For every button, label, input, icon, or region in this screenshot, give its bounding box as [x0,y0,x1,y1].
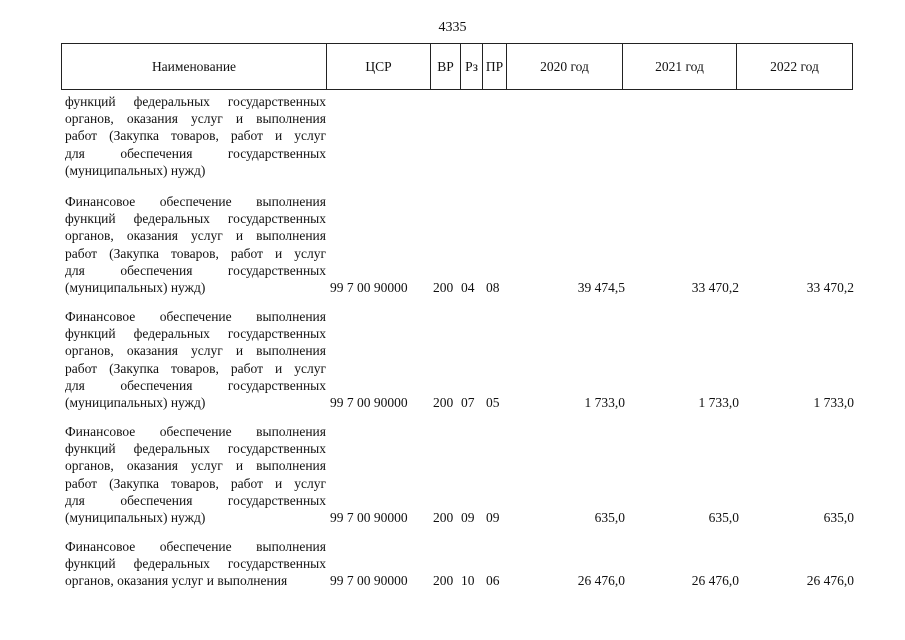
row-name-line: для обеспечения государственных [65,145,326,161]
table-header [61,43,853,90]
row-name-line: функций федеральных государственных [65,441,326,457]
row-name-line: органов, оказания услуг и выполнения [65,573,288,589]
row-name-line: Финансовое обеспечение выполнения [65,424,326,439]
row-name [65,193,326,296]
row-name-line: работ (Закупка товаров, работ и услуг [65,360,326,376]
row-value-2022: 1 733,0 [813,395,854,410]
header-2021: 2021 год [623,44,737,90]
row-vr: 200 [433,395,454,410]
row-name-line: (муниципальных) нужд) [65,510,206,526]
row-value-2022: 33 470,2 [806,280,854,295]
row-value-2020: 1 733,0 [584,395,625,410]
row-value-2021: 1 733,0 [698,395,739,410]
row-csr: 99 7 00 90000 [330,395,408,410]
row-name-line: функций федеральных государственных [65,556,326,572]
row-name-line: функций федеральных государственных [65,211,326,227]
row-csr: 99 7 00 90000 [330,280,408,295]
row-pr: 09 [486,510,500,525]
row-name-line: работ (Закупка товаров, работ и услуг [65,475,326,491]
header-rz: Рз [461,44,483,90]
row-value-2021: 635,0 [708,510,739,525]
row-name-line: органов, оказания услуг и выполнения [65,458,326,474]
row-name-line: (муниципальных) нужд) [65,395,206,411]
row-rz: 10 [461,573,475,589]
row-name-line: функций федеральных государственных [65,326,326,342]
row-name-line: для обеспечения государственных [65,262,326,278]
row-name-line: Финансовое обеспечение выполнения [65,309,326,324]
row-name [65,93,326,179]
header-2022: 2022 год [737,44,853,90]
row-name-line: работ (Закупка товаров, работ и услуг [65,128,326,144]
row-csr: 99 7 00 90000 [330,510,408,525]
row-name-line: функций федеральных государственных [65,94,326,109]
row-value-2022: 635,0 [823,510,854,525]
row-pr: 08 [486,280,500,295]
row-vr: 200 [433,573,454,589]
header-pr: ПР [483,44,507,90]
row-rz: 07 [461,395,475,410]
header-vr: ВР [431,44,461,90]
row-name-line: для обеспечения государственных [65,377,326,393]
row-name-line: органов, оказания услуг и выполнения [65,228,326,244]
row-name [65,538,326,590]
row-pr: 05 [486,395,500,410]
row-name-line: для обеспечения государственных [65,492,326,508]
row-name-line: работ (Закупка товаров, работ и услуг [65,245,326,261]
row-value-2020: 635,0 [594,510,625,525]
header-2020: 2020 год [507,44,623,90]
header-name: Наименование [62,44,327,90]
row-rz: 04 [461,280,475,295]
row-value-2020: 26 476,0 [577,573,625,589]
row-name [65,423,326,526]
header-csr: ЦСР [327,44,431,90]
page-number: 4335 [438,20,467,35]
row-name-line: (муниципальных) нужд) [65,280,206,296]
row-name-line: Финансовое обеспечение выполнения [65,539,326,554]
row-name-line: органов, оказания услуг и выполнения [65,343,326,359]
row-value-2021: 33 470,2 [691,280,739,295]
row-value-2022: 26 476,0 [806,573,854,589]
row-rz: 09 [461,510,475,525]
row-vr: 200 [433,510,454,525]
row-pr: 06 [486,573,500,589]
row-csr: 99 7 00 90000 [330,573,408,589]
row-name [65,308,326,411]
row-vr: 200 [433,280,454,295]
row-name-line: органов, оказания услуг и выполнения [65,111,326,127]
row-name-line: Финансовое обеспечение выполнения [65,194,326,209]
row-value-2020: 39 474,5 [577,280,625,295]
row-name-line: (муниципальных) нужд) [65,162,206,178]
row-value-2021: 26 476,0 [691,573,739,589]
